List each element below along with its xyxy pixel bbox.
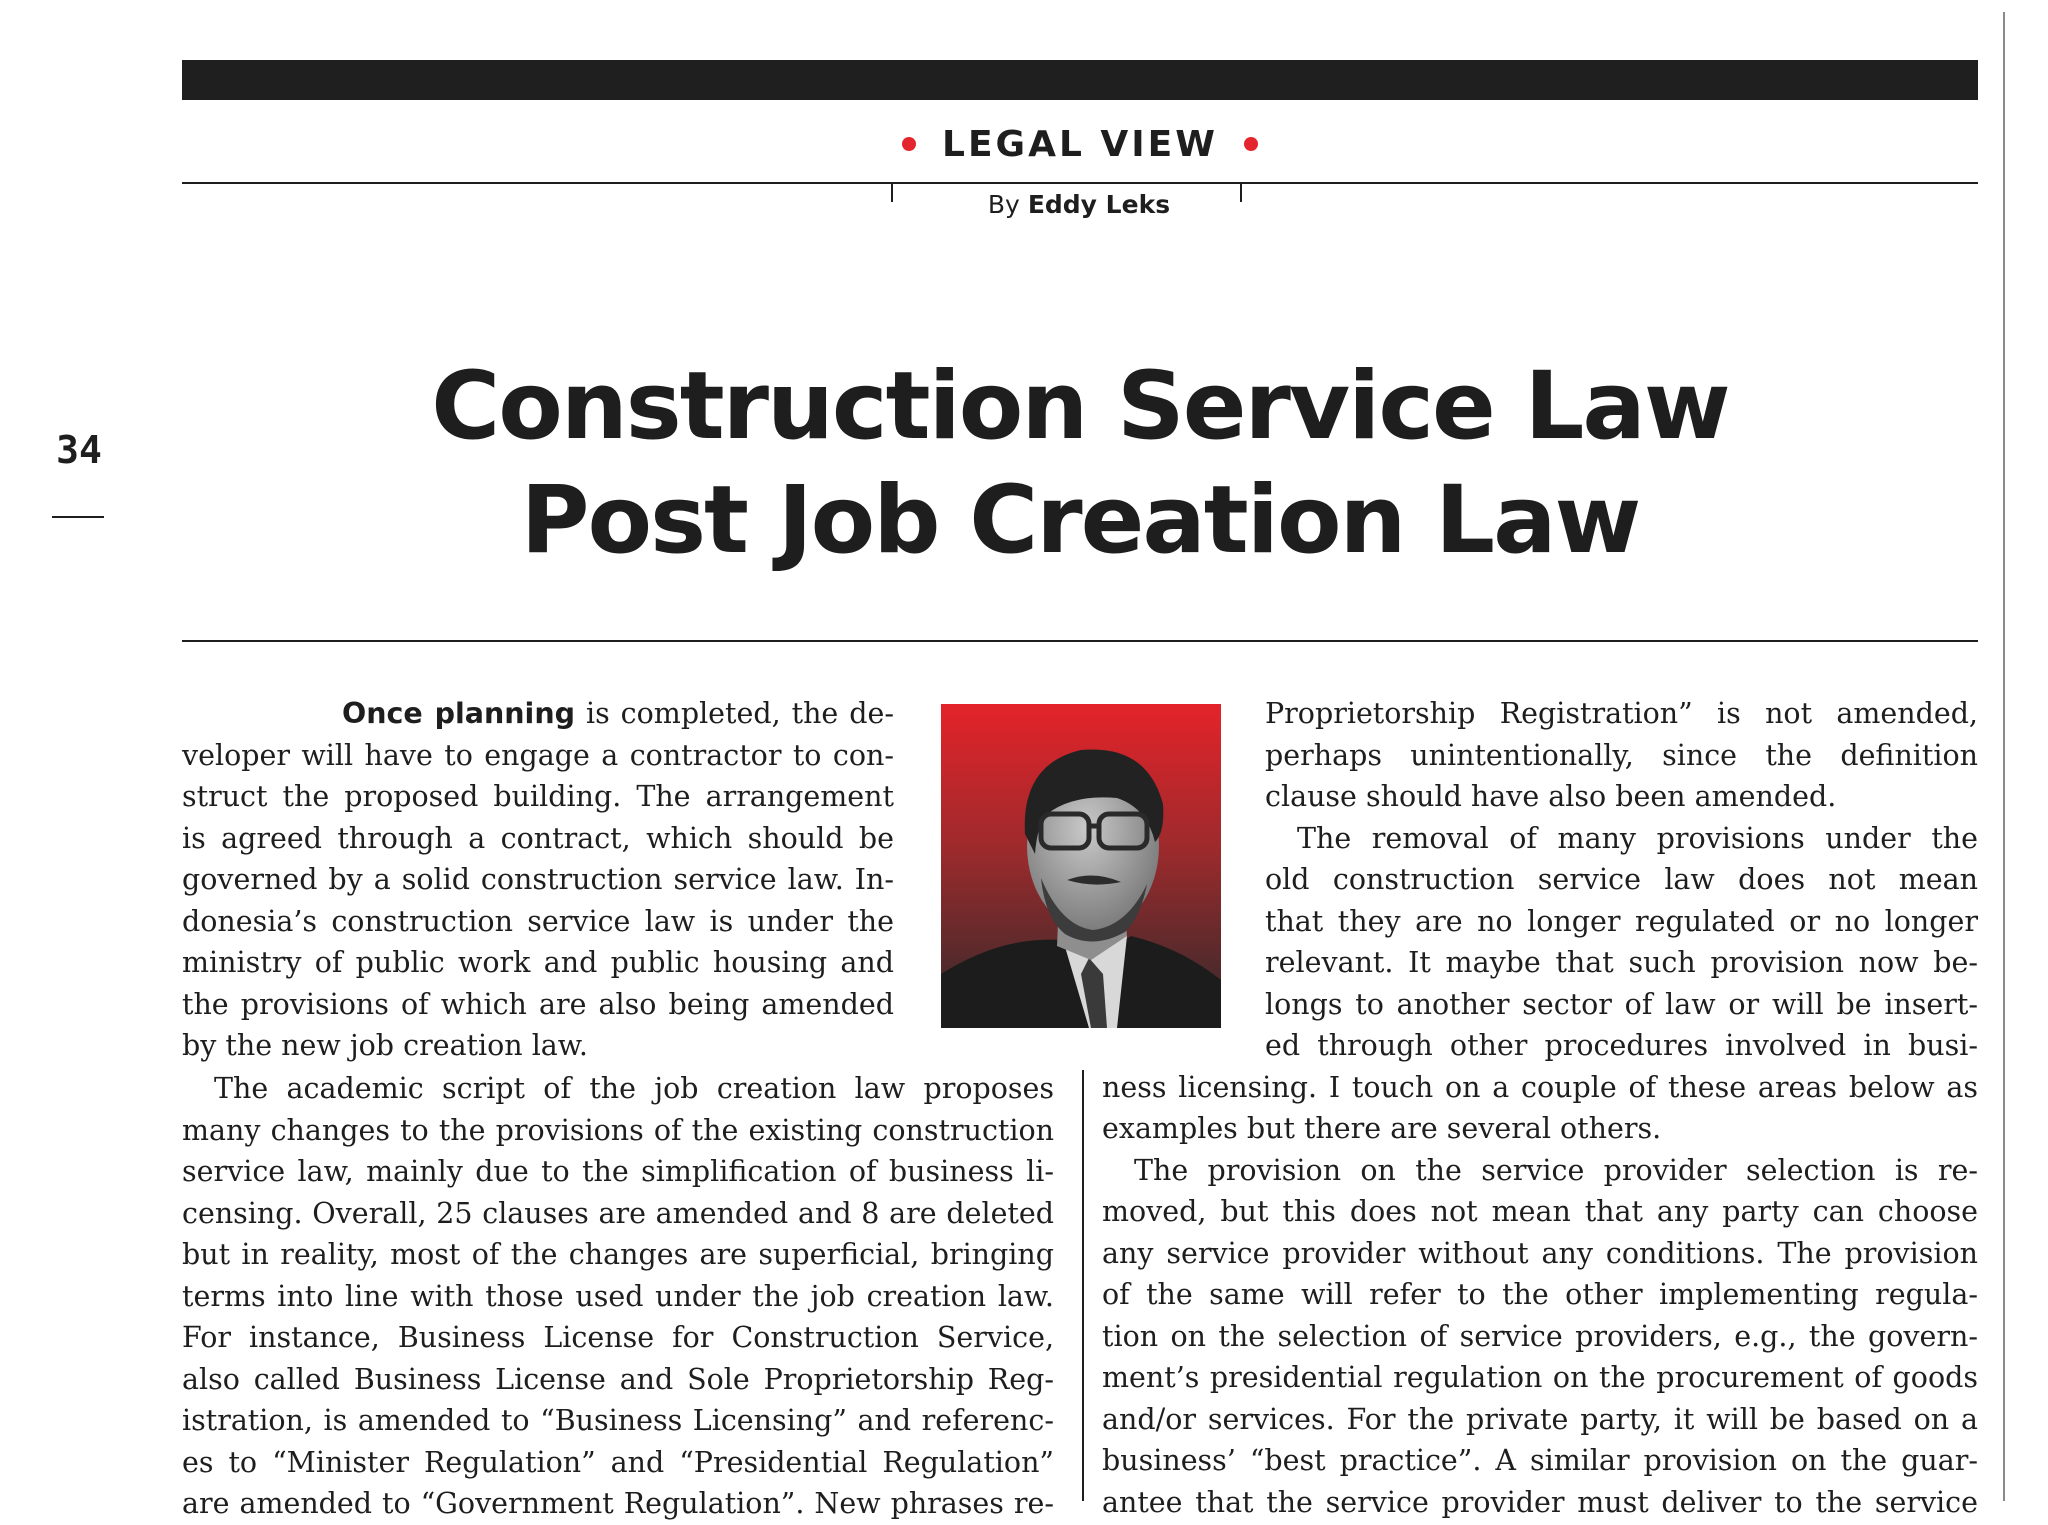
bullet-dot-icon [902, 137, 916, 151]
text-line: The removal of many provisions under the [1297, 821, 1978, 855]
byline-prefix: By [987, 190, 1020, 219]
headline [182, 350, 1978, 578]
text-line: of the same will refer to the other implementing regula- [1102, 1278, 1978, 1311]
author-photo [941, 704, 1221, 1028]
byline [902, 190, 1256, 219]
text-line: Once planning is completed, the de- [342, 697, 895, 730]
text-line: ministry of public work and public housing and [182, 946, 894, 979]
byline-left-tick [891, 182, 893, 202]
text-line: service law, mainly due to the simplification of business li- [182, 1155, 1054, 1188]
portrait-image [941, 704, 1221, 1028]
text-line: are amended to “Government Regulation”. New phrases re- [182, 1487, 1054, 1520]
text-line: any service provider without any conditions. The provision [1102, 1236, 1978, 1270]
page-edge-rule [2003, 12, 2005, 1501]
text-line: but in reality, most of the changes are superficial, bringing [182, 1238, 1054, 1271]
text-line: ment’s presidential regulation on the procurement of goods [1102, 1361, 1978, 1394]
page-number-dash [52, 516, 104, 518]
article-paragraph [1265, 818, 1978, 1067]
text-line: ed through other procedures involved in busi- [1265, 1029, 1978, 1062]
headline-line: Construction Service Law [431, 352, 1729, 461]
text-line: and/or services. For the private party, it will be based on a [1102, 1402, 1978, 1436]
article-paragraph [1265, 693, 1978, 818]
text-line: relevant. It maybe that such provision now be- [1265, 946, 1978, 979]
text-line: ness licensing. I touch on a couple of these areas below as [1102, 1070, 1978, 1104]
text-line: istration, is amended to “Business Licensing” and referenc- [182, 1404, 1054, 1437]
article-paragraph-continuation [1102, 1067, 1978, 1150]
text-line: antee that the service provider must deliver to the service [1102, 1485, 1978, 1519]
text-line: veloper will have to engage a contractor to con- [182, 738, 894, 772]
text-line: that they are no longer regulated or no longer [1265, 904, 1978, 938]
text-line: old construction service law does not mean [1265, 863, 1978, 896]
text-line: Proprietorship Registration” is not amended, [1265, 697, 1978, 730]
headline-rule [182, 640, 1978, 642]
text-line: governed by a solid construction service law. In- [182, 863, 894, 896]
text-line: moved, but this does not mean that any party can choose [1102, 1195, 1978, 1228]
headline-line: Post Job Creation Law [520, 466, 1640, 575]
text-line: is agreed through a contract, which should be [182, 821, 894, 855]
text-line: clause should have also been amended. [1265, 780, 1837, 813]
section-label: LEGAL VIEW [942, 123, 1218, 165]
text-line: struct the proposed building. The arrangement [182, 780, 894, 813]
author-name: Eddy Leks [1027, 190, 1171, 219]
text-line: by the new job creation law. [182, 1029, 588, 1062]
lead-in: Once planning [342, 697, 576, 730]
text-line: es to “Minister Regulation” and “Presidential Regulation” [182, 1445, 1054, 1479]
bullet-dot-icon [1244, 137, 1258, 151]
text-line: the provisions of which are also being amended [182, 987, 894, 1021]
text-line: The academic script of the job creation law proposes [214, 1072, 1054, 1105]
text-line: many changes to the provisions of the existing construction [182, 1113, 1054, 1147]
article-paragraph [182, 693, 894, 1067]
section-heading [182, 116, 1978, 172]
page-number: 34 [56, 428, 102, 472]
header-bar [182, 60, 1978, 100]
article-paragraph [1102, 1150, 1978, 1524]
text-line: examples but there are several others. [1102, 1112, 1662, 1145]
text-line: terms into line with those used under the job creation law. [182, 1279, 1054, 1313]
text-line: censing. Overall, 25 clauses are amended and 8 are deleted [182, 1196, 1054, 1230]
text-line: longs to another sector of law or will be insert- [1265, 987, 1978, 1021]
article-paragraph [182, 1068, 1054, 1525]
header-rule [182, 182, 1978, 184]
text-line: For instance, Business License for Construction Service, [182, 1321, 1054, 1354]
text-line: donesia’s construction service law is under the [182, 904, 894, 938]
text-line: perhaps unintentionally, since the definition [1265, 738, 1978, 772]
column-divider [1082, 1070, 1084, 1501]
text-line: business’ “best practice”. A similar provision on the guar- [1102, 1444, 1978, 1477]
text-line: The provision on the service provider selection is re- [1134, 1153, 1978, 1187]
text-line: also called Business License and Sole Proprietorship Reg- [182, 1362, 1054, 1396]
text-line: tion on the selection of service providers, e.g., the govern- [1102, 1319, 1978, 1353]
